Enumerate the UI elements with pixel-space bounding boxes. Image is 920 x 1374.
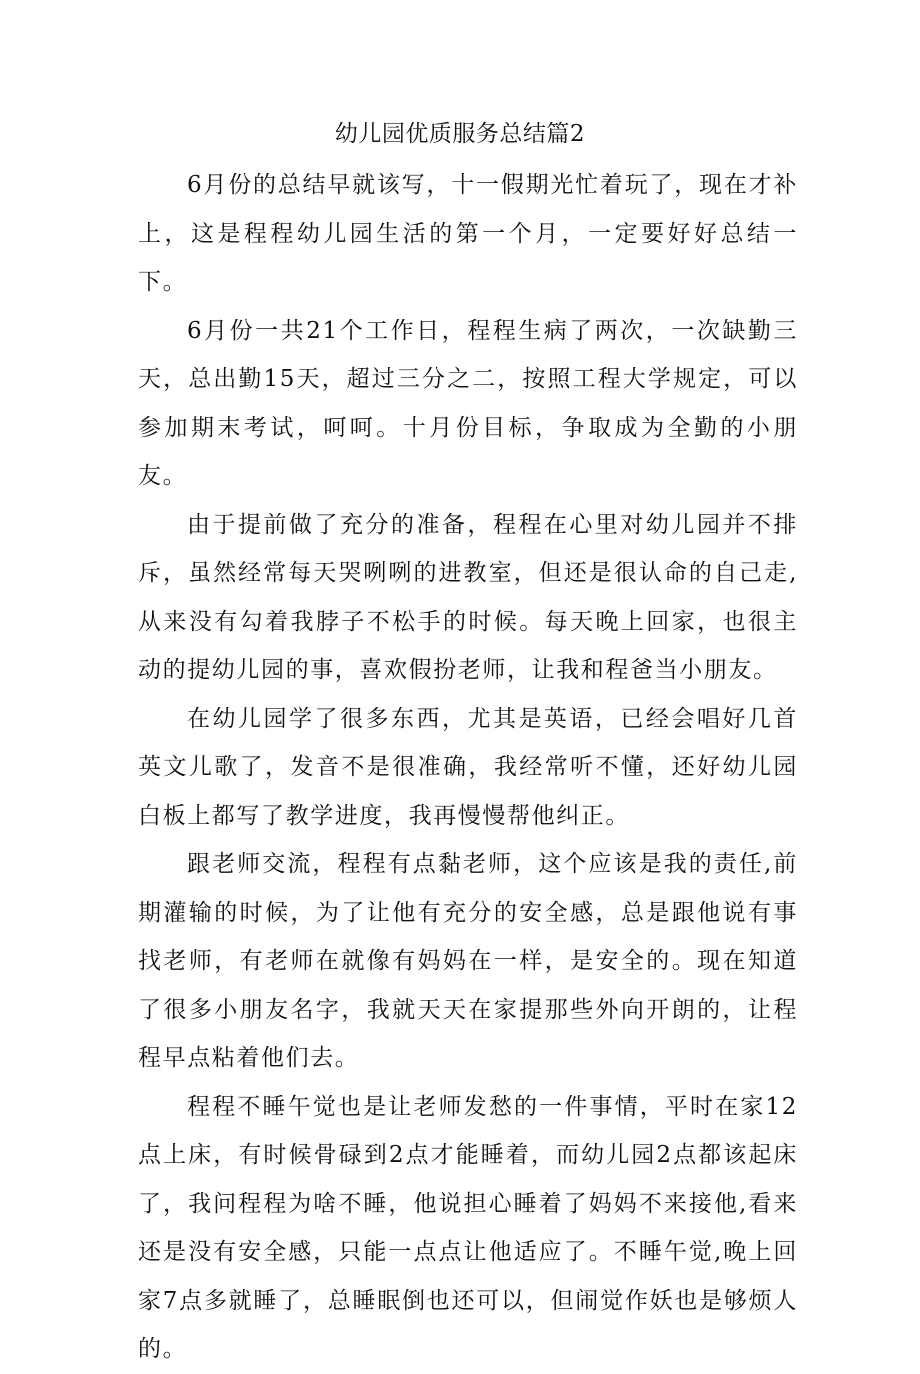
paragraph: 6月份一共21个工作日，程程生病了两次，一次缺勤三天，总出勤15天，超过三分之二，按照工程大学规定，可以参加期末考试，呵呵。十月份目标，争取成为全勤的小朋友。 bbox=[138, 317, 798, 489]
paragraph: 程程不睡午觉也是让老师发愁的一件事情，平时在家12点上床，有时候骨碌到2点才能睡着，而幼儿园2点都该起床了，我问程程为啥不睡，他说担心睡着了妈妈不来接他,看来还是没有安全感，只能一点点让他适应了。不睡午觉,晚上回家7点多就睡了，总睡眠倒也还可以，但闹觉作妖也是够烦人的。 bbox=[138, 1093, 798, 1362]
paragraph: 在幼儿园学了很多东西，尤其是英语，已经会唱好几首英文儿歌了，发音不是很准确，我经常听不懂，还好幼儿园白板上都写了教学进度，我再慢慢帮他纠正。 bbox=[138, 705, 798, 829]
document-title: 幼儿园优质服务总结篇2 bbox=[334, 121, 586, 147]
paragraph: 跟老师交流，程程有点黏老师，这个应该是我的责任,前期灌输的时候，为了让他有充分的安全感，总是跟他说有事找老师，有老师在就像有妈妈在一样，是安全的。现在知道了很多小朋友名字，我就天天在家提那些外向开朗的，让程程早点粘着他们去。 bbox=[138, 851, 798, 1071]
paragraph: 由于提前做了充分的准备，程程在心里对幼儿园并不排斥，虽然经常每天哭咧咧的进教室，但还是很认命的自己走,从来没有勾着我脖子不松手的时候。每天晚上回家，也很主动的提幼儿园的事，喜欢假扮老师，让我和程爸当小朋友。 bbox=[138, 511, 798, 683]
document-body bbox=[138, 161, 798, 1374]
paragraph: 6月份的总结早就该写，十一假期光忙着玩了，现在才补上，这是程程幼儿园生活的第一个月，一定要好好总结一下。 bbox=[138, 172, 798, 295]
